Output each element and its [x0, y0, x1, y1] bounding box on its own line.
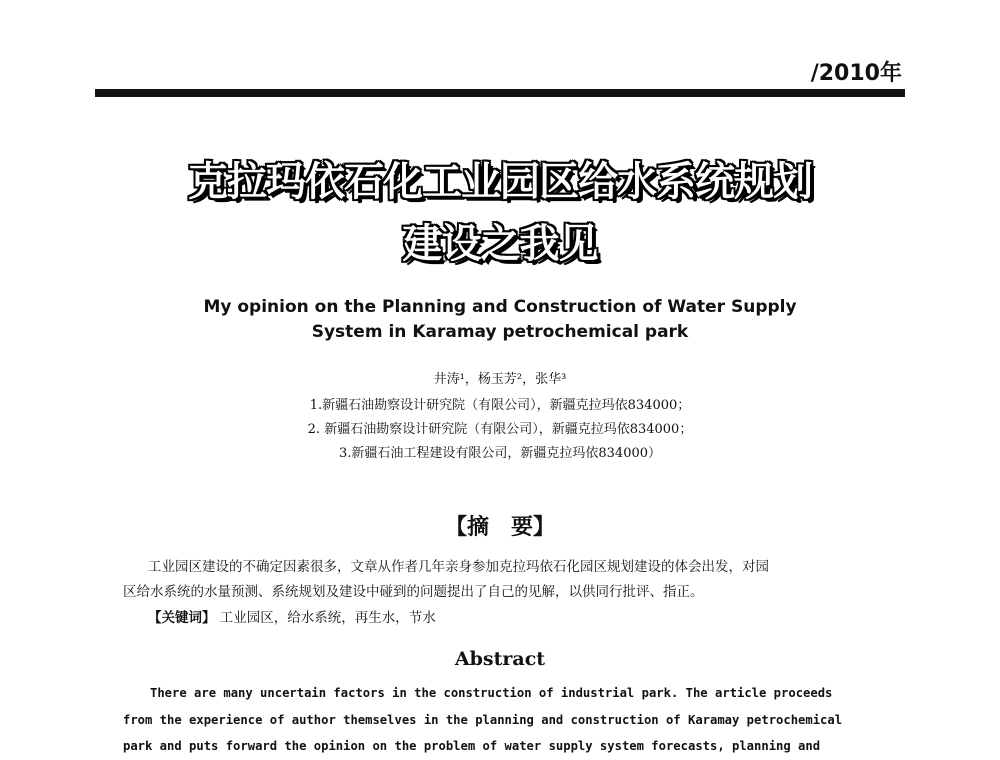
- abstract-cn-line-2: 区给水系统的水量预测、系统规划及建设中碰到的问题提出了自己的见解，以供同行批评、指正。: [123, 584, 704, 600]
- abstract-en-line-3: park and puts forward the opinion on the problem of water supply system forecasts, planning and: [123, 739, 821, 753]
- abstract-en-heading: Abstract: [454, 648, 546, 670]
- affiliation-3: 3.新疆石油工程建设有限公司，新疆克拉玛依834000）: [338, 446, 662, 461]
- chinese-title-line-2: 建设之我见: [402, 221, 598, 267]
- authors: 井涛¹，杨玉芳²，张华³: [433, 372, 567, 387]
- affiliation-1: 1.新疆石油勘察设计研究院（有限公司），新疆克拉玛依834000；: [309, 398, 691, 413]
- abstract-en-line-1: There are many uncertain factors in the construction of industrial park. The article proceeds: [150, 686, 833, 700]
- affiliation-2: 2. 新疆石油勘察设计研究院（有限公司），新疆克拉玛依834000；: [307, 422, 693, 437]
- keywords-value: 工业园区，给水系统，再生水，节水: [219, 610, 436, 626]
- abstract-cn-line-1: 工业园区建设的不确定因素很多，文章从作者几年亲身参加克拉玛依石化园区规划建设的体会出发，对园: [148, 559, 769, 575]
- english-title-line-1: My opinion on the Planning and Construction of Water Supply: [203, 297, 797, 317]
- abstract-en-line-2: from the experience of author themselves in the planning and construction of Karamay petrochemical: [123, 713, 843, 727]
- issue-year: /2010年: [810, 61, 902, 86]
- chinese-title-line-1: 克拉玛依石化工业园区给水系统规划: [188, 159, 812, 205]
- header-rule: [95, 89, 905, 97]
- english-title-line-2: System in Karamay petrochemical park: [311, 322, 689, 342]
- keywords-label: 【关键词】: [148, 610, 216, 626]
- keywords: [148, 606, 436, 626]
- abstract-cn-heading: 【摘 要】: [444, 514, 555, 540]
